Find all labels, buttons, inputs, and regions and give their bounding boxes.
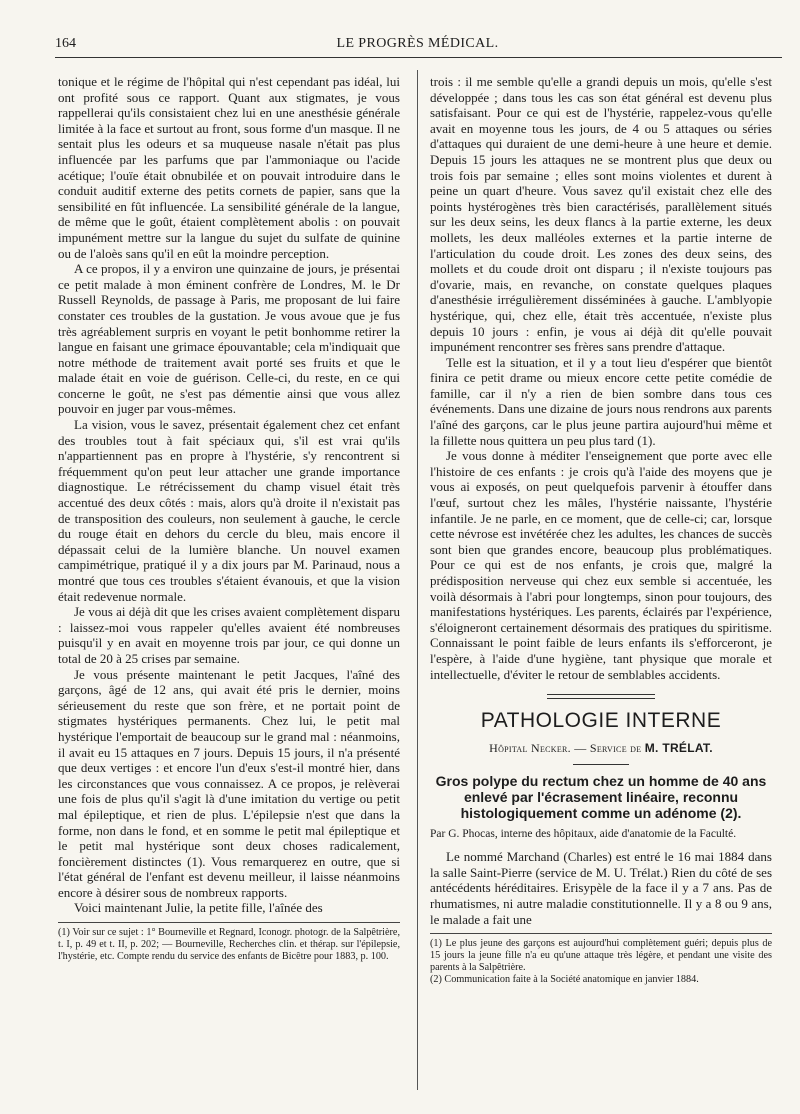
header-rule: [55, 57, 782, 58]
service-name: M. TRÉLAT.: [644, 741, 713, 756]
short-rule: [573, 764, 629, 765]
paragraph: A ce propos, il y a environ une quinzaine de jours, je présentai ce petit malade à mon éminent confrère de Londres, M. le Dr Russell Reynolds, de passage à Paris, me proposant de lui faire constater ces troubles de la gustation. Je vous avoue que je fus très agréablement surpris en voyant le petit bonhomme retirer la langue en faisant une grimace épouvantable; cela m'indiquait que notre méthode de traitement avait porté ses fruits et que le malade était en voie de guérison. Celle-ci, du reste, en ce qui concerne le goût, ne s'est pas démentie ainsi que vous allez pouvoir en juger par vous-mêmes.: [58, 261, 400, 417]
paragraph: Je vous présente maintenant le petit Jacques, l'aîné des garçons, âgé de 12 ans, qui avait été pris le dernier, moins sérieusement du reste que son frère, et ne portait point de stigmates hystériques permanents. Chez lui, le petit mal hystérique l'emportait de beaucoup sur le grand mal : néanmoins, il avait eu 15 attaques en 7 jours. Depuis 15 jours, il n'a présenté que deux vertiges : et encore l'un d'eux s'est-il montré hier, dans les circonstances que vous connaissez. A ce propos, je relèverai une fois de plus qu'il s'agit là d'une imitation du vertige ou petit mal épileptique, et rien de plus. L'épilepsie n'est que dans la forme, non dans le fond, et en somme le petit mal épileptique et le petit mal hystérique sont deux choses radicalement, foncièrement distinctes (1). Vous remarquerez en outre, que si l'état général de l'enfant est devenu meilleur, il laisse néanmoins encore à désirer sous de nombreux rapports.: [58, 666, 400, 900]
byline: Par G. Phocas, interne des hôpitaux, aide d'anatomie de la Faculté.: [430, 828, 737, 841]
section-ornament: [547, 694, 655, 699]
section-title: PATHOLOGIE INTERNE: [480, 709, 722, 733]
right-column: [430, 74, 772, 986]
paragraph: La vision, vous le savez, présentait également chez cet enfant des troubles tout à fait spéciaux qui, s'il est vrai qu'ils n'appartiennent pas en propre à l'hystérie, s'y rencontrent si fréquemment qu'on peut leur attacher une grande importance diagnostique. Le rétrécissement du champ visuel était très accentué des deux côtés : mais, alors qu'à droite il n'existait pas de transposition des couleurs, non seulement à gauche, le cercle du rouge était en dehors du cercle du bleu, mais encore il dépassait celui de la lumière blanche. Un nouvel examen campimétrique, pratiqué il y a dix jours par M. Parinaud, nous a montré que tous ces troubles s'étaient évanouis, et que la vision était redevenue normale.: [58, 417, 400, 604]
left-column: [58, 74, 400, 963]
paragraph: Je vous donne à méditer l'enseignement que porte avec elle l'histoire de ces enfants : je crois qu'à l'aide des moyens que je vous ai exposés, on peut quelquefois parvenir à étouffer dans l'œuf, surtout chez les mâles, l'hystérie naissante, l'hystérie infantile. Je ne parle, en ce moment, que de celle-ci; car, lorsque cette névrose est invétérée chez les adultes, les chances de succès sont bien que grandes encore, beaucoup plus problématiques. Pour ce qui est de nos enfants, je crois que, malgré la prédisposition nerveuse qui chez eux semble si accentuée, les voilà désormais à l'abri pour longtemps, sinon pour toujours, des manifestations hystériques. Les parents, éclairés par l'expérience, s'éloigneront certainement désormais des pratiques du spiritisme. Connaissant le point faible de leurs enfants ils s'efforceront, je l'espère, à l'aide d'une hygiène, tant physique que morale et intellectuelle, d'éviter le retour de semblables accidents.: [430, 448, 772, 682]
service-line: [430, 741, 772, 756]
column-divider: [417, 70, 418, 1090]
footnote-rule: [58, 922, 400, 923]
footnote: (1) Le plus jeune des garçons est aujourd'hui complètement guéri; depuis plus de 15 jours la jeune fille n'a eu qu'une attaque très légère, et pendant une visite des parents à la Salpêtrière.: [430, 938, 772, 974]
service-prefix: Hôpital Necker. — Service de: [489, 741, 642, 756]
page-header: [55, 34, 780, 56]
paragraph: Voici maintenant Julie, la petite fille, l'aînée des: [74, 900, 323, 916]
footnote: (1) Voir sur ce sujet : 1° Bourneville et Regnard, Iconogr. photogr. de la Salpêtrière, t. I, p. 49 et t. II, p. 202; — Bourneville, Recherches clin. et thérap. sur l'épilepsie, l'hystérie, etc. Compte rendu du service des enfants de Bicêtre pour 1883, p. 100.: [58, 927, 400, 963]
paragraph: Telle est la situation, et il y a tout lieu d'espérer que bientôt finira ce petit drame ou mieux encore cette petite comédie de famille, car il n'y a rien de bien sombre dans tous ces événements. Dans une dizaine de jours nous rendrons aux parents l'aîné des garçons, car le plus jeune partira aujourd'hui même et la fillette nous quittera un peu plus tard (1).: [430, 354, 772, 448]
footnote: (2) Communication faite à la Société anatomique en janvier 1884.: [430, 974, 699, 986]
paragraph: Je vous ai déjà dit que les crises avaient complètement disparu : laissez-moi vous rappeler qu'elles avaient été nombreuses puisqu'il y en avait en moyenne trois par jour, ce qui donne un total de 20 à 25 crises par semaine.: [58, 604, 400, 666]
page-number: 164: [55, 36, 76, 51]
footnote-rule: [430, 933, 772, 934]
paragraph: trois : il me semble qu'elle a grandi depuis un mois, qu'elle s'est développée ; dans tous les cas son état général est devenu plus satisfaisant. Pour ce qui est de l'hystérie, rappelez-vous qu'elle avait en moyenne tous les jours, de 4 ou 5 attaques ou séries d'attaques qui duraient de une demi-heure à une heure et demie. Depuis 15 jours les attaques ne se montrent plus que deux ou trois fois par semaine ; elles sont moins violentes et durent à peine un quart d'heure. Vous savez qu'il existait chez elle des points hystérogènes très bien caractérisés, parallèlement situés sur les deux seins, les deux flancs à la partie externe, les deux mollets, les deux malléoles externes et la partie interne de l'articulation du coude droit. Les zones des deux seins, des mollets et du coude droit ont disparu ; il n'existe toujours pas d'ovarie, mais, en revanche, on constate quelques plaques d'anesthésie irrégulièrement disséminées à gauche. L'amblyopie hystérique, qui, chez elle, était très accentuée, n'existe plus depuis 10 jours : enfin, je vous ai déjà dit qu'elle pouvait impunément rencontrer ses frères sans prendre d'attaque.: [430, 74, 772, 355]
journal-title: LE PROGRÈS MÉDICAL.: [336, 36, 499, 51]
paragraph: tonique et le régime de l'hôpital qui n'est cependant pas idéal, lui ont profité sous ce rapport. Quant aux stigmates, je vous rappellerai qu'ils consistaient chez lui en une anesthésie générale limitée à la face et surtout au front, sous forme d'un masque. Il ne sentait plus les odeurs et sa muqueuse nasale n'était pas plus influencée par les parfums que par l'ammoniaque ou l'acide acétique; l'ouïe était obnubilée et on pouvait introduire dans le conduit auditif externe des petits cornets de papier, sans que la sensibilité en fût influencée. La sensibilité générale de la langue, de même que le goût, étaient complètement abolis : on pouvait impunément mettre sur la langue du sujet du sulfate de quinine ou de l'aloès sans qu'il en eût la moindre perception.: [58, 74, 400, 261]
article-title: Gros polype du rectum chez un homme de 40 ans enlevé par l'écrasement linéaire, reconnu histologiquement comme un adénome (2).: [435, 773, 767, 822]
article-paragraph: Le nommé Marchand (Charles) est entré le 16 mai 1884 dans la salle Saint-Pierre (service de M. U. Trélat.) Rien du côté de ses antécédents héréditaires. Erisypèle de la face il y a 7 ans. Pas de rhumatismes, ni autre maladie constitutionnelle. Il y a 8 ou 9 ans, le malade a fait une: [430, 849, 772, 927]
